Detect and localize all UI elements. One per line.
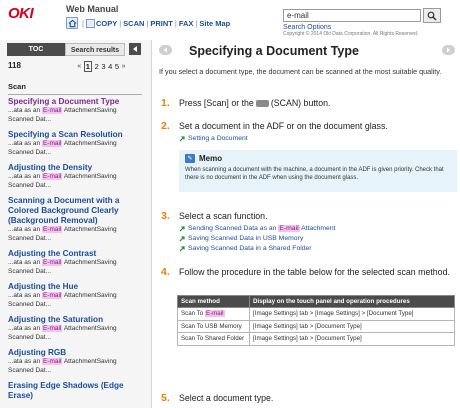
result-snippet: Scanned Dat...: [8, 115, 51, 123]
list-item: [8, 348, 142, 375]
search-highlight: E-mail: [279, 225, 299, 232]
search-highlight: E-mail: [42, 107, 62, 114]
search-highlight: E-mail: [205, 310, 224, 317]
pager-page[interactable]: 5: [114, 62, 120, 71]
result-snippet: Scanned Dat...: [8, 181, 51, 189]
header: [0, 0, 460, 38]
step-text: Set a document in the ADF or on the document glass.: [179, 121, 388, 131]
table-row: [178, 308, 455, 321]
step-links: [179, 224, 336, 254]
table-cell: Scan To E-mail: [178, 308, 250, 321]
pager-prev[interactable]: «: [77, 63, 82, 70]
result-title[interactable]: Scanning a Document with a Colored Background Clearly (Background Removal): [8, 196, 120, 225]
memo-icon: ✎: [185, 154, 195, 163]
result-snippet: Scanned Dat...: [8, 366, 51, 374]
list-item: [8, 130, 142, 157]
result-snippet: Scanned Dat...: [8, 333, 51, 341]
setting-document-link[interactable]: [179, 134, 248, 144]
top-nav: | COPY | SCAN | PRINT | FAX | Site Map: [66, 17, 230, 29]
memo-body: When scanning a document with the machine, a document in the ADF is given priority. Check that there is no document in the ADF when using the document glass.: [185, 167, 444, 181]
result-title[interactable]: Specifying a Document Type: [8, 97, 120, 106]
link-label: Setting a Document: [188, 135, 248, 142]
prev-page-button[interactable]: [159, 45, 172, 55]
pager: [76, 61, 127, 72]
results-category: Scan: [8, 82, 142, 95]
result-count: 118: [8, 61, 21, 70]
column-header: Display on the touch panel and operation procedures: [250, 296, 455, 308]
search-options-link[interactable]: Search Options: [283, 24, 332, 31]
result-title[interactable]: Adjusting the Hue: [8, 282, 79, 291]
table-header-row: [178, 296, 455, 308]
tab-toc[interactable]: TOC: [7, 43, 65, 56]
step-number: 5.: [161, 392, 170, 404]
nav-print[interactable]: PRINT: [150, 18, 173, 28]
intro-text: If you select a document type, the document can be scanned at the most suitable quality.: [159, 67, 442, 76]
memo-box: [179, 150, 457, 192]
step-1: [161, 97, 457, 111]
arrow-left-icon: [131, 45, 139, 53]
step-number: 3.: [161, 210, 170, 222]
arrow-right-icon: [445, 47, 452, 53]
table-cell: [Image Settings] tab > [Document Type]: [250, 333, 455, 346]
result-snippet: ...ata as an E-mail AttachmentSaving: [8, 325, 117, 332]
tab-search-results[interactable]: Search results: [65, 43, 125, 56]
oki-logo[interactable]: OKI: [8, 5, 34, 22]
copy-icon: [86, 19, 95, 28]
search-highlight: E-mail: [42, 140, 62, 147]
panel-tabs: [7, 43, 125, 56]
page-title: Specifying a Document Type: [189, 44, 359, 58]
left-panel: [0, 40, 152, 408]
step-links: [179, 134, 248, 144]
nav-copy[interactable]: [86, 19, 117, 28]
arrow-left-icon: [162, 47, 169, 53]
step-2: [161, 120, 457, 150]
result-title[interactable]: Adjusting the Contrast: [8, 249, 97, 258]
search-highlight: E-mail: [42, 325, 62, 332]
nav-fax[interactable]: FAX: [178, 18, 194, 28]
next-page-button[interactable]: [442, 45, 455, 55]
column-header: Scan method: [178, 296, 250, 308]
result-snippet: Scanned Dat...: [8, 267, 51, 275]
list-item: [8, 315, 142, 342]
step-text: Select a document type.: [179, 393, 274, 403]
result-snippet: ...ata as an E-mail AttachmentSaving: [8, 107, 117, 114]
result-snippet: ...ata as an E-mail AttachmentSaving: [8, 259, 117, 266]
copyright: Copyright © 2014 Oki Data Corporation. All Rights Reserved.: [283, 31, 419, 37]
result-snippet: ...ata as an E-mail AttachmentSaving: [8, 358, 117, 365]
step-number: 4.: [161, 266, 170, 278]
search-icon: [427, 11, 437, 21]
list-item: [8, 97, 142, 124]
table-cell: Scan To USB Memory: [178, 320, 250, 333]
step-text: Select a scan function.: [179, 211, 268, 221]
save-usb-memory-link[interactable]: [179, 234, 336, 244]
memo-header: [185, 154, 222, 163]
search-highlight: E-mail: [42, 292, 62, 299]
pager-page[interactable]: 3: [101, 62, 106, 71]
link-label: Saving Scanned Data in a Shared Folder: [188, 245, 312, 252]
table-row: [178, 320, 455, 333]
main-content: [153, 40, 460, 408]
step-4: [161, 266, 457, 292]
search-button[interactable]: [423, 8, 441, 23]
step-text: Follow the procedure in the table below for the selected scan method.: [179, 267, 450, 277]
send-email-attachment-link[interactable]: [179, 224, 336, 234]
step-3: [161, 210, 457, 262]
result-snippet: ...ata as an E-mail AttachmentSaving: [8, 173, 117, 180]
result-snippet: Scanned Dat...: [8, 234, 51, 242]
collapse-panel-button[interactable]: [129, 43, 141, 55]
table-cell: Scan To Shared Folder: [178, 333, 250, 346]
save-shared-folder-link[interactable]: [179, 244, 336, 254]
pager-page[interactable]: 2: [94, 62, 99, 71]
link-label: Sending Scanned Data as an E-mail Attachment: [188, 225, 336, 232]
search-input[interactable]: e-mail: [283, 9, 421, 22]
result-snippet: Scanned Dat...: [8, 300, 51, 308]
link-arrow-icon: [179, 226, 185, 232]
scan-method-table: [177, 295, 455, 346]
link-label: Saving Scanned Data in USB Memory: [188, 235, 304, 242]
pager-next[interactable]: »: [121, 63, 126, 70]
result-title[interactable]: Adjusting the Saturation: [8, 315, 104, 324]
list-item: [8, 196, 142, 243]
list-item: [8, 163, 142, 190]
nav-scan[interactable]: SCAN: [123, 18, 145, 28]
result-snippet: Scanned Dat...: [8, 148, 51, 156]
result-snippet: ...ata as an E-mail AttachmentSaving: [8, 140, 117, 147]
link-arrow-icon: [179, 236, 185, 242]
list-item: [8, 249, 142, 276]
search-highlight: E-mail: [42, 358, 62, 365]
table-cell: [Image Settings] tab > [Image Settings] > [Document Type]: [250, 308, 455, 321]
list-item: [8, 282, 142, 309]
result-title[interactable]: Adjusting the Density: [8, 163, 93, 172]
nav-site-map[interactable]: Site Map: [199, 18, 231, 28]
step-text: Press [Scan] or the (SCAN) button.: [179, 98, 331, 108]
table-cell: [Image Settings] tab > [Document Type]: [250, 320, 455, 333]
step-number: 2.: [161, 120, 170, 132]
search-highlight: E-mail: [42, 173, 62, 180]
scan-key-icon: [256, 100, 269, 107]
pager-page[interactable]: 4: [108, 62, 113, 71]
results-list: [8, 97, 142, 407]
list-item: [8, 381, 142, 401]
result-title[interactable]: Adjusting RGB: [8, 348, 67, 357]
web-manual-title: Web Manual: [66, 4, 119, 14]
link-arrow-icon: [179, 246, 185, 252]
result-snippet: ...ata as an E-mail AttachmentSaving: [8, 226, 117, 233]
step-number: 1.: [161, 97, 170, 109]
memo-title: Memo: [199, 154, 223, 163]
search-highlight: E-mail: [42, 259, 62, 266]
search-highlight: E-mail: [42, 226, 62, 233]
link-arrow-icon: [179, 136, 185, 142]
result-title[interactable]: Specifying a Scan Resolution: [8, 130, 123, 139]
result-snippet: ...ata as an E-mail AttachmentSaving: [8, 292, 117, 299]
home-icon[interactable]: [66, 17, 78, 29]
table-row: [178, 333, 455, 346]
nav-copy-label: COPY: [95, 18, 118, 28]
pager-current: 1: [85, 62, 90, 71]
step-5: [161, 392, 457, 406]
result-title[interactable]: Erasing Edge Shadows (Edge Erase): [8, 381, 124, 400]
